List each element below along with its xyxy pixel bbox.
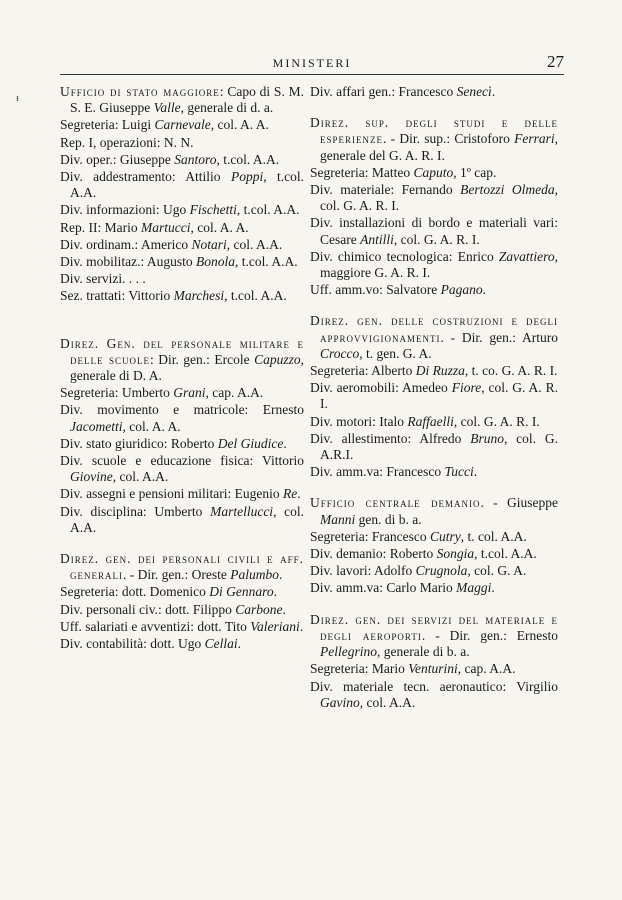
entry-text: Div. disciplina: Umberto [60,503,211,519]
person-name: Martucci [140,219,191,235]
entry-text: , col. A. A. [190,219,249,235]
person-name: Bertozzi Olmeda [460,182,555,198]
entry-text: , col. A.A. [226,236,283,252]
directory-entry [60,271,304,287]
entry-text: Div. aeromobili: Amedeo [310,380,452,396]
person-name: Santoro [174,151,217,167]
person-name: Songia [436,546,475,562]
section-ufficio-stato-maggiore [60,84,304,116]
entry-text: Div. contabilità: dott. Ugo [60,636,205,652]
person-name: Cutry [429,528,461,544]
left-column [60,84,304,653]
entry-text: , col. G. A.R.I. [320,430,558,463]
person-name: Jacometti [70,418,123,434]
directory-entry [310,431,558,463]
section-text: : Dir. gen.: Ercole [149,351,255,367]
entry-text: Div. chimico tecnologica: Enrico [310,248,499,264]
directory-entry [310,215,558,247]
directory-entry [310,165,558,181]
person-name: Di Gennaro [209,584,274,600]
directory-entry [60,402,304,434]
entry-text: Div. scuole e educazione fisica: Vittorio [60,453,304,469]
entry-text: Sez. trattati: Vittorio [60,288,174,304]
entry-text: Div. mobilitaz.: Augusto [60,254,196,270]
person-name: Grani [173,385,206,401]
directory-entry [60,504,304,536]
section-direz-personale-militare [60,336,304,385]
entry-text: . [237,636,241,652]
person-name: Tucci [444,464,474,480]
directory-entry [60,385,304,401]
entry-text: Div. addestramento: Attilio [60,169,231,185]
entry-text: , t.col. A.A. [224,288,287,304]
section-text: . - Dir. gen.: Oreste [123,567,231,583]
entry-text: Div. ordinam.: Americo [60,236,192,252]
person-name: Marchesi [173,288,225,304]
directory-entry [60,436,304,452]
directory-entry [310,182,558,214]
spacer [310,101,558,115]
entry-text: Div. allestimento: Alfredo [310,430,471,446]
directory-entry [60,636,304,652]
section-heading: Direz. gen. delle costruzioni e degli approvvigionamenti [310,313,558,345]
entry-text: Div. lavori: Adolfo [310,563,416,579]
entry-text: , t.col. A.A. [474,546,537,562]
section-text: gen. di b. a. [355,511,422,527]
directory-entry [60,169,304,201]
entry-text: Uff. salariati e avventizi: dott. Tito [60,618,251,634]
entry-text: . [491,580,495,596]
person-name: Re [282,486,298,502]
person-name: Pagano [440,282,483,298]
directory-entry [60,237,304,253]
section-text: , generale di D. A. [70,351,304,384]
person-name: Notari [191,236,227,252]
person-name: Fischetti [189,202,237,218]
directory-entry [60,453,304,485]
directory-entry [60,288,304,304]
person-name: Antilli [360,231,394,247]
directory-entry [60,220,304,236]
entry-text: Div. amm.va: Francesco [310,464,445,480]
entry-text: , col. G. A. R. I. [320,380,558,412]
section-heading: Ufficio di stato maggiore [60,84,220,99]
person-name: Pellegrino [320,644,377,660]
entry-text: . [473,464,478,480]
right-column [310,84,558,712]
directory-entry [310,282,558,298]
entry-text: Segreteria: Francesco [310,528,430,544]
person-name: Valle [153,100,181,116]
page-number: 27 [547,52,564,71]
entry-text: Div. servizi. . . . [60,271,146,287]
section-heading: Direz. Gen. del personale militare e delle scuole [60,335,304,367]
person-name: Carbone [235,601,283,617]
entry-text: Uff. amm.vo: Salvatore [310,282,441,298]
section-text: . - Dir. gen.: Ernesto [421,627,558,643]
person-name: Bruno [470,430,504,446]
section-text: , t. gen. G. A. [359,345,432,361]
directory-entry [60,254,304,270]
entry-text: . [482,282,486,298]
entry-text: , col. G. A. R. I. [320,182,559,214]
directory-entry [310,414,558,430]
directory-entry [60,152,304,168]
person-name: Manni [320,511,356,527]
entry-text: , col. A.A. [112,469,169,485]
spacer [60,306,304,336]
entry-text: , col. A.A. [359,694,416,710]
entry-text: Div. materiale tecn. aeronautico: Virgilio [310,678,558,694]
entry-text: , t. co. G. A. R. I. [464,363,558,379]
person-name: Palumbo [230,567,279,583]
entry-text: , col. A.A. [70,503,305,535]
spacer [60,537,304,551]
entry-text: Div. stato giuridico: Roberto [60,435,218,451]
entry-text: Segreteria: dott. Domenico [60,584,210,600]
section-heading: Direz. gen. dei servizi del materiale e degli aeroporti [310,611,558,643]
entry-text: , col. A. A. [210,117,269,133]
entry-text: . [282,601,286,617]
directory-entry [60,486,304,502]
entry-text: Div. amm.va: Carlo Mario [310,580,457,596]
section-text: . - Dir. sup.: Cristoforo [383,131,515,147]
entry-text: Rep. II: Mario [60,219,141,235]
spacer [310,299,558,313]
directory-entry [60,202,304,218]
running-title: MINISTERI [272,56,352,70]
person-name: Capuzzo [254,351,301,367]
person-name: Poppi [230,169,264,185]
person-name: Carnevale [154,117,211,133]
spacer [310,481,558,495]
person-name: Maggi [456,580,492,596]
entry-text: , 1º cap. [453,164,497,180]
section-text: , generale di d. a. [180,100,274,116]
directory-entry [60,135,304,151]
section-text: . - Dir. gen.: Arturo [440,329,558,345]
directory-entry [310,546,558,562]
directory-entry [310,84,558,100]
entry-text: , col. G. A. R. I. [453,413,540,429]
entry-text: . [299,618,304,634]
section-direz-studi-esperienze [310,115,558,164]
entry-text: Div. informazioni: Ugo [60,202,190,218]
directory-entry [310,679,558,711]
directory-entry [60,602,304,618]
entry-text: . [273,584,277,600]
person-name: Caputo [413,164,454,180]
section-direz-costruzioni [310,313,558,362]
person-name: Senecì [456,84,492,99]
directory-entry [60,584,304,600]
section-text: : Capo di S. M. S. E. Giuseppe [70,84,304,116]
directory-entry [310,380,558,412]
entry-text: , t. col. A.A. [460,528,527,544]
section-direz-servizi-materiale [310,612,558,661]
section-text: , generale di b. a. [377,644,470,660]
entry-text: Segreteria: Alberto [310,363,416,379]
entry-text: , t.col. A.A. [235,254,298,270]
entry-text: Div. oper.: Giuseppe [60,151,175,167]
directory-entry [310,563,558,579]
person-name: Del Giudice [217,435,284,451]
person-name: Martellucci [210,503,274,519]
person-name: Bonola [196,254,235,270]
entry-text: Div. movimento e matricole: Ernesto [60,402,304,418]
person-name: Crocco [320,345,360,361]
entry-text: . [297,486,301,502]
section-ufficio-demanio [310,495,558,527]
person-name: Raffaelli [407,413,454,429]
directory-entry [310,661,558,677]
entry-text: , t.col. A.A. [70,169,304,201]
entry-text: Rep. I, operazioni: N. N. [60,134,194,150]
page-header [60,52,564,80]
section-heading: Ufficio centrale demanio [310,495,481,511]
entry-text: , col. A. A. [122,418,181,434]
entry-text: . [283,435,287,451]
entry-text: , col. G. A. R. I. [393,231,480,247]
directory-entry [310,529,558,545]
section-direz-personali-civili [60,551,304,583]
section-heading: Direz. sup. degli studi e delle esperienze [310,115,558,147]
person-name: Gavino [320,694,360,710]
person-name: Valeriani [250,618,300,634]
person-name: Giovine [70,469,113,485]
entry-text: Div. demanio: Roberto [310,546,437,562]
section-text: , generale del G. A. R. I. [320,131,558,163]
person-name: Fiore [451,380,482,396]
spacer [310,598,558,612]
directory-entry [60,619,304,635]
entry-text: Segreteria: Mario [310,661,409,677]
person-name: Ferrari [514,131,555,147]
entry-text: , cap. A.A. [457,661,516,677]
section-heading: Direz. gen. dei personali civili e aff. generali [60,551,304,583]
person-name: Cellai [204,636,238,652]
section-text: . - Giuseppe [480,495,559,511]
entry-text: Div. motori: Italo [310,413,408,429]
entry-text: Segreteria: Matteo [310,164,414,180]
entry-text: , t.col. A.A. [236,202,300,218]
person-name: Venturini [408,661,458,677]
entry-text: Segreteria: Umberto [60,385,174,401]
entry-text: , col. G. A. [467,563,527,579]
header-rule [60,74,564,75]
section-text: . [278,567,283,583]
person-name: Zavattiero [498,248,555,264]
directory-entry [310,363,558,379]
entry-text: Div. installazioni di bordo e materiali vari: Cesare [310,215,558,247]
entry-text: , t.col. A.A. [216,151,280,167]
entry-text: Div. personali civ.: dott. Filippo [60,601,236,617]
entry-text: Div. assegni e pensioni militari: Eugenio [60,486,283,502]
directory-entry [310,464,558,480]
entry-text: , cap. A.A. [205,385,264,401]
directory-entry [60,117,304,133]
entry-text: Div. materiale: Fernando [310,182,461,198]
directory-entry [310,580,558,596]
person-name: Crugnola [415,563,468,579]
entry-text: , maggiore G. A. R. I. [320,248,558,281]
directory-entry [310,249,558,281]
person-name: Di Ruzza [415,363,465,379]
margin-mark: ᵻ [16,92,20,104]
entry-text: . [491,84,496,99]
entry-text: Segreteria: Luigi [60,117,155,133]
entry-text: Div. affari gen.: Francesco [310,84,457,99]
